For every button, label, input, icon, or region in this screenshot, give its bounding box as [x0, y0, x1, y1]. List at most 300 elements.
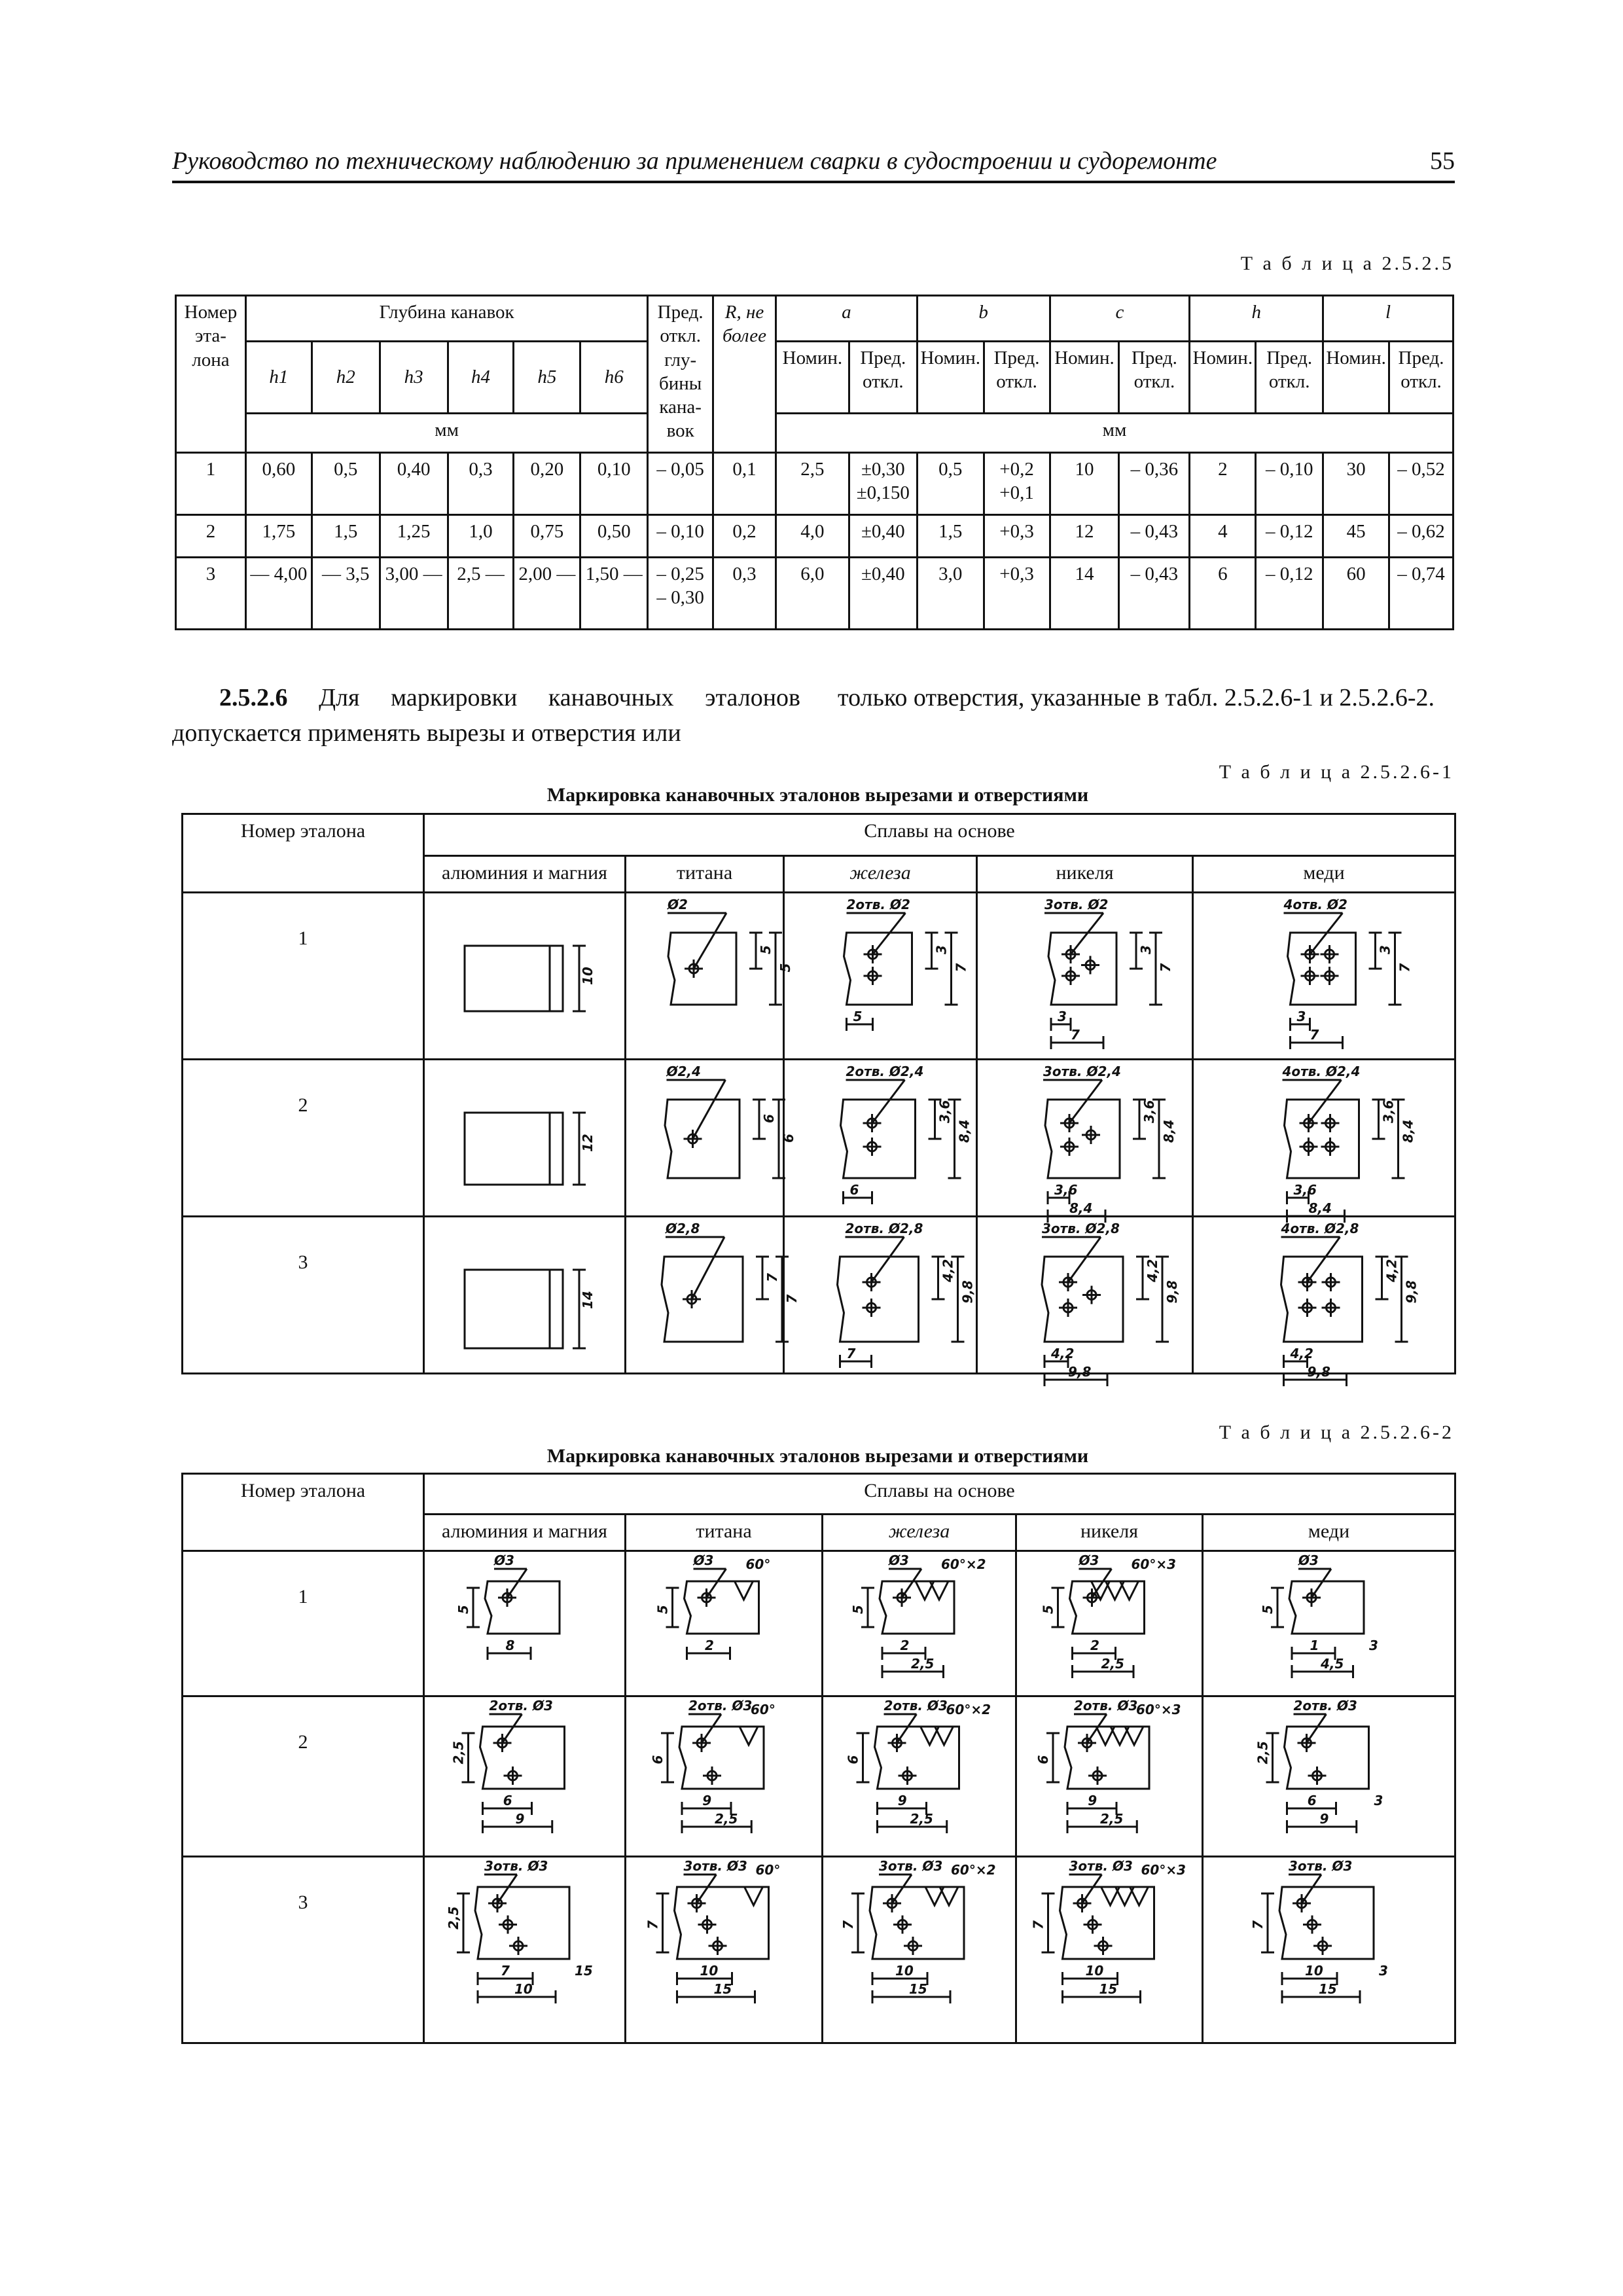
leader-line [697, 1874, 717, 1903]
dimension-label: 7 [1310, 1027, 1319, 1043]
paragraph-right-text: только отверстия, указанные в табл. 2.5.2.6-1 и 2.5.2.6-2. [838, 684, 1435, 711]
marking-drawing [626, 893, 793, 1056]
dimension-label: Ø2,8 [666, 1221, 700, 1236]
dimension-label: 60° [745, 1556, 771, 1572]
dimension-label: 5 [455, 1605, 471, 1614]
drawing-cell [424, 1551, 626, 1696]
t1-col-h1: h1 [245, 342, 312, 414]
paragraph-left-text: Для маркировки канавочных эталонов допускается применять вырезы и отверстия или [172, 684, 800, 747]
dimension-label: 2,5 [715, 1811, 738, 1827]
table-row [183, 1217, 1455, 1374]
specimen-outline [1045, 1100, 1120, 1178]
marking-drawing [425, 1857, 622, 2039]
t3-alloy-al: алюминия и магния [424, 1515, 626, 1551]
specimen-outline [1285, 1727, 1369, 1789]
dimension-label: 4,5 [1321, 1656, 1344, 1672]
dimension-label: 5 [654, 1605, 671, 1614]
table-row [176, 515, 1454, 558]
dimension-label: 10 [1305, 1963, 1323, 1979]
dimension-label: 5 [850, 1605, 866, 1614]
dimension-label: 9,8 [959, 1280, 976, 1304]
dimension-label: 60°×3 [1131, 1556, 1177, 1572]
marking-drawing [1194, 893, 1452, 1056]
drawing-cell [823, 1696, 1016, 1857]
groove-depth-table [175, 295, 1454, 630]
table-cell: – 0,25 – 0,30 [648, 558, 713, 630]
dimension-label: 9 [897, 1793, 907, 1808]
t2-alloy-al: алюминия и магния [424, 856, 626, 893]
marking-drawing [978, 1060, 1190, 1216]
t2-alloy-ni: никеля [977, 856, 1193, 893]
dimension-label: 4,2 [940, 1259, 956, 1282]
dimension-label: 3 [1379, 1963, 1388, 1979]
leader-line [1311, 1569, 1331, 1598]
leader-line [1068, 1237, 1101, 1282]
table-cell: 0,60 [245, 453, 312, 515]
table3-caption: Т а б л и ц а 2.5.2.6-2 [1219, 1422, 1454, 1443]
specimen-number: 3 [183, 1217, 424, 1374]
leader-line [1082, 1874, 1102, 1903]
drawing-cell [424, 1857, 626, 2043]
t3-alloy-cu: меди [1203, 1515, 1455, 1551]
dimension-label: 2отв. Ø2,8 [845, 1221, 923, 1236]
dimension-label: 7 [1158, 963, 1173, 973]
v-notch [745, 1887, 763, 1905]
t2-head-nomer: Номер эталона [183, 814, 424, 893]
table-row [183, 893, 1455, 1060]
marking-table-2 [181, 1473, 1456, 2044]
specimen-outline [1065, 1727, 1149, 1789]
table-cell: 4 [1190, 515, 1256, 558]
dimension-label: 7 [1071, 1027, 1080, 1043]
t3-head-alloys: Сплавы на основе [424, 1474, 1455, 1515]
table-cell: ±0,30 ±0,150 [849, 453, 917, 515]
table-cell: 45 [1323, 515, 1389, 558]
drawing-cell [977, 1060, 1193, 1217]
drawing-cell [626, 1857, 823, 2043]
t2-alloy-fe: железа [784, 856, 977, 893]
dimension-label: 6 [761, 1114, 777, 1123]
marking-drawing [1194, 1060, 1452, 1216]
specimen-outline [665, 1100, 740, 1178]
dimension-label: 8,4 [1069, 1200, 1093, 1216]
drawing-cell [626, 893, 793, 1060]
t1-col-h3: h3 [380, 342, 448, 414]
running-header [172, 144, 1455, 183]
dimension-label: 15 [575, 1963, 593, 1979]
dimension-label: 60°×2 [946, 1702, 991, 1717]
leader-line [503, 1714, 522, 1743]
specimen-outline [480, 1727, 565, 1789]
specimen-outline [1070, 1581, 1145, 1634]
dimension-label: Ø3 [1079, 1552, 1099, 1568]
dimension-label: 2отв. Ø3 [1293, 1698, 1357, 1713]
dimension-label: 3 [1374, 1793, 1383, 1808]
dimension-label: 2,5 [446, 1906, 461, 1929]
t1-pred-a: Пред. откл. [849, 342, 917, 414]
dimension-label: 15 [1319, 1981, 1337, 1997]
leader-line [1307, 1714, 1327, 1743]
t3-alloy-fe: железа [823, 1515, 1016, 1551]
dimension-label: 2,5 [1255, 1741, 1271, 1765]
table-cell: – 0,10 [1256, 453, 1323, 515]
specimen-outline [841, 1100, 916, 1178]
specimen-number: 2 [183, 1696, 424, 1857]
table-cell: 1,5 [312, 515, 380, 558]
paragraph-left [172, 681, 800, 751]
t1-head-depth: Глубина канавок [245, 296, 647, 342]
marking-drawing [626, 1217, 800, 1369]
table-cell: 2 [1190, 453, 1256, 515]
marking-drawing [1204, 1697, 1452, 1853]
marking-table-1 [181, 813, 1456, 1380]
table-cell: 1,50 — [580, 558, 648, 630]
specimen-outline [465, 1113, 563, 1185]
dimension-label: 2отв. Ø3 [883, 1698, 948, 1713]
dimension-label: 3отв. Ø3 [484, 1858, 548, 1874]
marking-drawing [823, 1857, 1013, 2039]
table-cell: 60 [1323, 558, 1389, 630]
leader-line [692, 1237, 724, 1299]
dimension-label: Ø3 [1298, 1552, 1319, 1568]
dimension-label: 10 [1085, 1963, 1104, 1979]
marking-drawing [823, 1552, 1013, 1693]
dimension-label: 6 [1307, 1793, 1317, 1808]
table-cell: 12 [1050, 515, 1119, 558]
specimen-outline [662, 1257, 743, 1342]
dimension-label: 9 [1088, 1793, 1097, 1808]
marking-drawing [626, 1060, 796, 1212]
specimen-number: 2 [183, 1060, 424, 1217]
drawing-cell [626, 1060, 796, 1217]
drawing-cell [1203, 1857, 1455, 2043]
t1-pred-h: Пред. откл. [1256, 342, 1323, 414]
drawing-cell [1193, 893, 1455, 1060]
t1-group-l: l [1323, 296, 1454, 342]
dimension-label: 7 [1250, 1920, 1266, 1929]
dimension-label: 3 [1058, 1009, 1067, 1024]
dimension-label: 2отв. Ø2 [846, 897, 910, 912]
table-row [183, 1696, 1455, 1857]
table-cell: 0,5 [312, 453, 380, 515]
dimension-label: 6 [650, 1755, 666, 1765]
dimension-label: 3отв. Ø2,4 [1043, 1064, 1121, 1079]
table-cell: 0,5 [917, 453, 984, 515]
table2-title: Маркировка канавочных эталонов вырезами и отверстиями [546, 784, 1089, 806]
drawing-cell [1203, 1551, 1455, 1696]
marking-drawing [425, 1217, 622, 1369]
drawing-cell [1016, 1857, 1203, 2043]
dimension-label: 4,2 [1145, 1259, 1160, 1282]
specimen-number: 3 [183, 1857, 424, 2043]
dimension-label: 10 [514, 1981, 533, 1997]
drawing-cell [626, 1696, 823, 1857]
dimension-label: 2,5 [450, 1741, 467, 1765]
dimension-label: Ø2 [668, 897, 688, 912]
dimension-label: 9 [702, 1793, 712, 1808]
table-cell: 1,25 [380, 515, 448, 558]
dimension-label: 14 [580, 1291, 596, 1309]
table1-caption: Т а б л и ц а 2.5.2.5 [1240, 253, 1454, 274]
dimension-label: 3отв. Ø3 [879, 1858, 943, 1874]
drawing-cell [1193, 1217, 1455, 1380]
marking-drawing [1017, 1857, 1200, 2039]
leader-line [897, 1714, 917, 1743]
dimension-label: 2 [705, 1638, 714, 1653]
marking-drawing [785, 1060, 974, 1212]
dimension-label: 6 [781, 1134, 796, 1143]
table-cell: 2,5 — [448, 558, 514, 630]
dimension-label: 3 [1138, 945, 1154, 954]
drawing-cell [1193, 1060, 1455, 1217]
t1-nom-h: Номин. [1190, 342, 1256, 414]
table-cell: — 4,00 [245, 558, 312, 630]
dimension-label: 6 [1035, 1755, 1051, 1765]
dimension-label: 3 [1296, 1009, 1306, 1024]
leader-line [1309, 1080, 1342, 1123]
table-cell: – 0,12 [1256, 515, 1323, 558]
marking-drawing [823, 1697, 1013, 1853]
dimension-label: 60°×3 [1141, 1862, 1186, 1878]
dimension-label: 7 [1397, 963, 1413, 973]
dimension-label: 9,8 [1403, 1280, 1419, 1304]
specimen-outline [844, 933, 912, 1005]
t1-pred-l: Пред. откл. [1389, 342, 1454, 414]
dimension-label: 4отв. Ø2,8 [1281, 1221, 1359, 1236]
table-cell: 14 [1050, 558, 1119, 630]
marking-drawing [425, 893, 622, 1056]
dimension-label: 3,6 [1293, 1182, 1317, 1198]
specimen-outline [465, 946, 563, 1011]
table-cell: – 0,43 [1119, 558, 1190, 630]
specimen-outline [1042, 1257, 1123, 1342]
dimension-label: 2отв. Ø2,4 [846, 1064, 924, 1079]
leader-line [507, 1569, 527, 1598]
drawing-cell [424, 893, 626, 1060]
drawing-cell [626, 1217, 800, 1374]
table-cell: 0,10 [580, 453, 648, 515]
dimension-label: 15 [909, 1981, 927, 1997]
paragraph-number: 2.5.2.6 [219, 684, 288, 711]
marking-drawing [425, 1060, 622, 1212]
table-cell: ±0,40 [849, 515, 917, 558]
drawing-cell [823, 1857, 1016, 2043]
marking-drawing [1194, 1217, 1452, 1380]
drawing-cell [784, 1217, 977, 1374]
marking-drawing [978, 893, 1190, 1056]
table-cell: 3,00 — [380, 558, 448, 630]
dimension-label: 7 [1030, 1920, 1046, 1929]
table-cell: 1,0 [448, 515, 514, 558]
table-cell: 4,0 [776, 515, 849, 558]
leader-line [1069, 1080, 1102, 1123]
dimension-label: Ø3 [494, 1552, 514, 1568]
dimension-label: 3отв. Ø2 [1044, 897, 1109, 912]
t3-head-nomer: Номер эталона [183, 1474, 424, 1551]
specimen-number: 1 [183, 1551, 424, 1696]
table-cell: – 0,12 [1256, 558, 1323, 630]
leader-line [872, 1237, 904, 1282]
dimension-label: 7 [840, 1920, 856, 1929]
t2-head-alloys: Сплавы на основе [424, 814, 1455, 856]
dimension-label: 6 [503, 1793, 512, 1808]
specimen-outline [875, 1727, 959, 1789]
dimension-label: Ø2,4 [666, 1064, 701, 1079]
table-cell: 0,1 [713, 453, 776, 515]
dimension-label: 8,4 [1161, 1119, 1177, 1143]
dimension-label: 1 [1310, 1638, 1319, 1653]
drawing-cell [823, 1551, 1016, 1696]
dimension-label: 3 [1377, 945, 1393, 954]
dimension-label: 2 [900, 1638, 910, 1653]
drawing-cell [977, 1217, 1193, 1380]
drawing-cell [977, 893, 1193, 1060]
table2-caption: Т а б л и ц а 2.5.2.6-1 [1219, 761, 1454, 783]
drawing-cell [424, 1060, 626, 1217]
t1-nom-b: Номин. [917, 342, 984, 414]
specimen-outline [1285, 1100, 1359, 1178]
dimension-label: 9 [515, 1811, 525, 1827]
dimension-label: 9,8 [1307, 1364, 1330, 1380]
specimen-number: 1 [183, 893, 424, 1060]
dimension-label: 3отв. Ø3 [1289, 1858, 1353, 1874]
t1-group-h: h [1190, 296, 1323, 342]
dimension-label: 3,6 [1141, 1100, 1157, 1123]
table-cell: 0,20 [514, 453, 580, 515]
dimension-label: 4отв. Ø2 [1283, 897, 1347, 912]
table-cell: 0,3 [713, 558, 776, 630]
t3-alloy-ti: титана [626, 1515, 823, 1551]
dimension-label: 4отв. Ø2,4 [1282, 1064, 1361, 1079]
dimension-label: 7 [764, 1273, 780, 1282]
table-cell: 2 [176, 515, 246, 558]
dimension-label: 15 [713, 1981, 732, 1997]
dimension-label: 60° [755, 1862, 781, 1878]
specimen-outline [838, 1257, 919, 1342]
table-row [176, 453, 1454, 515]
dimension-label: 10 [580, 967, 596, 985]
dimension-label: 5 [1260, 1605, 1275, 1614]
specimen-outline [880, 1581, 954, 1634]
table-cell: – 0,36 [1119, 453, 1190, 515]
drawing-cell [626, 1551, 823, 1696]
marking-drawing [1017, 1552, 1200, 1693]
table-cell: – 0,05 [648, 453, 713, 515]
dimension-label: 5 [777, 963, 793, 973]
dimension-label: Ø3 [693, 1552, 714, 1568]
dimension-label: 2,5 [1101, 1656, 1124, 1672]
table-cell: 0,50 [580, 515, 648, 558]
dimension-label: 3 [1369, 1638, 1378, 1653]
marking-drawing [1204, 1552, 1452, 1693]
leader-line [694, 913, 726, 969]
drawing-cell [784, 1060, 977, 1217]
v-notch [740, 1727, 758, 1745]
dimension-label: 7 [953, 963, 969, 973]
dimension-label: 7 [501, 1963, 510, 1979]
dimension-label: 3,6 [936, 1100, 953, 1123]
dimension-label: 3отв. Ø3 [1069, 1858, 1133, 1874]
table-cell: 3 [176, 558, 246, 630]
dimension-label: 60° [751, 1702, 776, 1717]
dimension-label: 2отв. Ø3 [1074, 1698, 1138, 1713]
page-number: 55 [1430, 147, 1455, 175]
table-cell: 0,2 [713, 515, 776, 558]
dimension-label: 2,5 [910, 1811, 933, 1827]
table-cell: – 0,43 [1119, 515, 1190, 558]
table-cell: ±0,40 [849, 558, 917, 630]
drawing-cell [424, 1217, 626, 1374]
t1-col-h2: h2 [312, 342, 380, 414]
specimen-outline [1288, 933, 1356, 1005]
table-cell: +0,3 [984, 558, 1050, 630]
leader-line [702, 1714, 721, 1743]
dimension-label: 2,5 [1100, 1811, 1124, 1827]
marking-drawing [626, 1552, 819, 1693]
dimension-label: 12 [580, 1134, 596, 1152]
marking-drawing [425, 1552, 622, 1693]
dimension-label: 4,2 [1290, 1346, 1313, 1361]
dimension-label: 7 [645, 1920, 661, 1929]
drawing-cell [784, 893, 977, 1060]
specimen-outline [485, 1581, 560, 1634]
dimension-label: 8,4 [1400, 1119, 1416, 1143]
dimension-label: 3 [933, 945, 950, 954]
table-row [183, 1551, 1455, 1696]
marking-drawing [425, 1697, 622, 1853]
t3-alloy-ni: никеля [1016, 1515, 1203, 1551]
dimension-label: 9 [1319, 1811, 1329, 1827]
table-row [183, 1060, 1455, 1217]
leader-line [902, 1569, 921, 1598]
table-cell: – 0,52 [1389, 453, 1454, 515]
drawing-cell [424, 1696, 626, 1857]
t1-pred-c: Пред. откл. [1119, 342, 1190, 414]
drawing-cell [1203, 1696, 1455, 1857]
specimen-outline [679, 1727, 764, 1789]
marking-drawing [785, 893, 974, 1056]
leader-line [1302, 1874, 1321, 1903]
t1-nom-l: Номин. [1323, 342, 1389, 414]
dimension-label: 5 [853, 1009, 863, 1024]
dimension-label: 3,6 [1380, 1100, 1397, 1123]
dimension-label: 10 [700, 1963, 719, 1979]
specimen-outline [465, 1270, 563, 1348]
leader-line [707, 1569, 726, 1598]
table-cell: 30 [1323, 453, 1389, 515]
t1-col-h6: h6 [580, 342, 648, 414]
marking-drawing [1017, 1697, 1200, 1853]
marking-drawing [1204, 1857, 1452, 2039]
dimension-label: 4,2 [1051, 1346, 1075, 1361]
leader-line [892, 1874, 912, 1903]
v-notch [735, 1581, 753, 1600]
dimension-label: 7 [784, 1294, 800, 1304]
specimen-outline [1048, 933, 1116, 1005]
table-cell: 2,5 [776, 453, 849, 515]
dimension-label: 9,8 [1164, 1280, 1180, 1304]
dimension-label: 60°×2 [941, 1556, 986, 1572]
t1-head-r: R, не более [713, 296, 776, 453]
dimension-label: 3отв. Ø3 [683, 1858, 747, 1874]
table-cell: 6 [1190, 558, 1256, 630]
dimension-label: 3,6 [1054, 1182, 1078, 1198]
table-cell: +0,2 +0,1 [984, 453, 1050, 515]
t2-alloy-ti: титана [626, 856, 784, 893]
table-cell: 1,75 [245, 515, 312, 558]
t1-group-a: a [776, 296, 917, 342]
t1-pred-b: Пред. откл. [984, 342, 1050, 414]
